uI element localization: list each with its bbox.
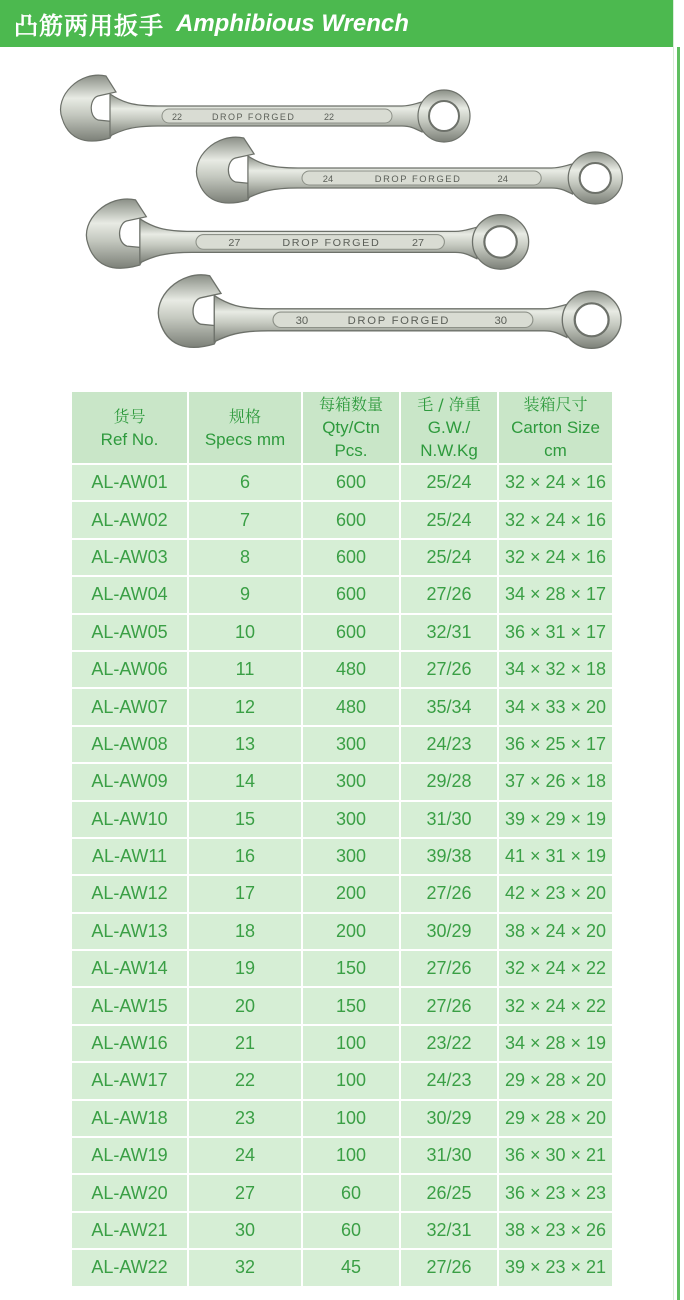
qty-cell: 480: [303, 652, 399, 687]
spec-cell: 19: [189, 951, 301, 986]
weight-cell: 24/23: [401, 727, 497, 762]
qty-cell: 600: [303, 465, 399, 500]
carton-cell: 37 × 26 × 18: [499, 764, 612, 799]
ref-cell: AL-AW09: [72, 764, 187, 799]
qty-cell: 600: [303, 540, 399, 575]
table-body: [72, 465, 612, 1286]
page-header: [0, 0, 674, 47]
ref-cell: AL-AW01: [72, 465, 187, 500]
wrench-24-size-left: 24: [322, 174, 334, 184]
carton-cell: 36 × 31 × 17: [499, 615, 612, 650]
ref-cell: AL-AW10: [72, 802, 187, 837]
weight-cell: 35/34: [401, 689, 497, 724]
wrench-27-marking: DROP FORGED: [282, 237, 381, 250]
table-row: [72, 1063, 612, 1098]
wrench-30-size-right: 30: [494, 315, 508, 328]
ref-cell: AL-AW03: [72, 540, 187, 575]
weight-cell: 27/26: [401, 577, 497, 612]
ref-cell: AL-AW20: [72, 1175, 187, 1210]
wrench-30-size-left: 30: [295, 315, 309, 328]
carton-cell: 34 × 28 × 19: [499, 1026, 612, 1061]
qty-cell: 60: [303, 1213, 399, 1248]
qty-cell: 100: [303, 1026, 399, 1061]
qty-cell: 100: [303, 1138, 399, 1173]
ref-cell: AL-AW06: [72, 652, 187, 687]
ref-cell: AL-AW13: [72, 914, 187, 949]
header-qty: 每箱数量 Qty/Ctn Pcs.: [303, 392, 399, 463]
wrench-27-size-left: 27: [228, 237, 241, 250]
table-row: [72, 764, 612, 799]
carton-cell: 36 × 30 × 21: [499, 1138, 612, 1173]
ref-cell: AL-AW18: [72, 1101, 187, 1136]
qty-cell: 150: [303, 988, 399, 1023]
weight-cell: 24/23: [401, 1063, 497, 1098]
table-row: [72, 802, 612, 837]
table-row: [72, 540, 612, 575]
ref-cell: AL-AW07: [72, 689, 187, 724]
table-row: [72, 1138, 612, 1173]
table-row: [72, 951, 612, 986]
table-row: [72, 839, 612, 874]
weight-cell: 27/26: [401, 876, 497, 911]
ref-cell: AL-AW14: [72, 951, 187, 986]
table-row: [72, 465, 612, 500]
spec-cell: 12: [189, 689, 301, 724]
wrench-27-size-right: 27: [412, 237, 425, 250]
weight-cell: 39/38: [401, 839, 497, 874]
weight-cell: 27/26: [401, 951, 497, 986]
weight-cell: 32/31: [401, 615, 497, 650]
carton-cell: 39 × 29 × 19: [499, 802, 612, 837]
table-row: [72, 876, 612, 911]
header-carton: 装箱尺寸 Carton Size cm: [499, 392, 612, 463]
spec-cell: 8: [189, 540, 301, 575]
ref-cell: AL-AW22: [72, 1250, 187, 1285]
spec-cell: 15: [189, 802, 301, 837]
table-row: [72, 615, 612, 650]
ref-cell: AL-AW15: [72, 988, 187, 1023]
spec-cell: 13: [189, 727, 301, 762]
qty-cell: 300: [303, 727, 399, 762]
wrench-24-size-right: 24: [497, 174, 508, 184]
table-row: [72, 1250, 612, 1285]
spec-cell: 24: [189, 1138, 301, 1173]
weight-cell: 25/24: [401, 540, 497, 575]
weight-cell: 31/30: [401, 1138, 497, 1173]
weight-cell: 25/24: [401, 465, 497, 500]
spec-cell: 17: [189, 876, 301, 911]
qty-cell: 300: [303, 802, 399, 837]
wrench-22-marking: DROP FORGED: [212, 112, 296, 122]
weight-cell: 27/26: [401, 1250, 497, 1285]
qty-cell: 300: [303, 839, 399, 874]
table-row: [72, 1101, 612, 1136]
wrench-27: [86, 199, 528, 269]
carton-cell: 34 × 32 × 18: [499, 652, 612, 687]
ref-cell: AL-AW11: [72, 839, 187, 874]
table-row: [72, 727, 612, 762]
spec-cell: 30: [189, 1213, 301, 1248]
qty-cell: 480: [303, 689, 399, 724]
qty-cell: 200: [303, 876, 399, 911]
spec-table: [70, 390, 614, 1288]
table-row: [72, 914, 612, 949]
wrench-22: [61, 75, 470, 142]
spec-cell: 18: [189, 914, 301, 949]
ref-cell: AL-AW05: [72, 615, 187, 650]
carton-cell: 32 × 24 × 16: [499, 540, 612, 575]
spec-cell: 14: [189, 764, 301, 799]
wrench-30: [158, 275, 621, 349]
header-ref: 货号 Ref No.: [72, 392, 187, 463]
carton-cell: 32 × 24 × 22: [499, 951, 612, 986]
weight-cell: 32/31: [401, 1213, 497, 1248]
ref-cell: AL-AW04: [72, 577, 187, 612]
spec-cell: 20: [189, 988, 301, 1023]
weight-cell: 30/29: [401, 914, 497, 949]
ref-cell: AL-AW19: [72, 1138, 187, 1173]
ref-cell: AL-AW21: [72, 1213, 187, 1248]
spec-cell: 9: [189, 577, 301, 612]
weight-cell: 25/24: [401, 502, 497, 537]
qty-cell: 200: [303, 914, 399, 949]
qty-cell: 100: [303, 1101, 399, 1136]
weight-cell: 23/22: [401, 1026, 497, 1061]
carton-cell: 29 × 28 × 20: [499, 1063, 612, 1098]
spec-cell: 7: [189, 502, 301, 537]
carton-cell: 32 × 24 × 22: [499, 988, 612, 1023]
table-row: [72, 1213, 612, 1248]
ref-cell: AL-AW08: [72, 727, 187, 762]
carton-cell: 36 × 23 × 23: [499, 1175, 612, 1210]
qty-cell: 60: [303, 1175, 399, 1210]
carton-cell: 36 × 25 × 17: [499, 727, 612, 762]
carton-cell: 39 × 23 × 21: [499, 1250, 612, 1285]
weight-cell: 26/25: [401, 1175, 497, 1210]
table-row: [72, 1175, 612, 1210]
spec-cell: 16: [189, 839, 301, 874]
weight-cell: 27/26: [401, 652, 497, 687]
qty-cell: 150: [303, 951, 399, 986]
table-row: [72, 502, 612, 537]
wrench-22-size-left: 22: [172, 112, 183, 122]
carton-cell: 32 × 24 × 16: [499, 465, 612, 500]
table-row: [72, 577, 612, 612]
table-row: [72, 988, 612, 1023]
qty-cell: 600: [303, 615, 399, 650]
title-english: Amphibious Wrench: [176, 9, 409, 37]
carton-cell: 38 × 24 × 20: [499, 914, 612, 949]
wrench-photo: [0, 60, 684, 380]
spec-cell: 27: [189, 1175, 301, 1210]
table-row: [72, 652, 612, 687]
table-row: [72, 689, 612, 724]
wrench-22-size-right: 22: [324, 112, 335, 122]
header-weight: 毛 / 净重 G.W./ N.W.Kg: [401, 392, 497, 463]
header-spec: 规格 Specs mm: [189, 392, 301, 463]
title-chinese: 凸筋两用扳手: [14, 12, 164, 40]
qty-cell: 600: [303, 577, 399, 612]
table-row: [72, 1026, 612, 1061]
wrench-24-marking: DROP FORGED: [374, 174, 462, 184]
ref-cell: AL-AW12: [72, 876, 187, 911]
ref-cell: AL-AW17: [72, 1063, 187, 1098]
ref-cell: AL-AW16: [72, 1026, 187, 1061]
carton-cell: 41 × 31 × 19: [499, 839, 612, 874]
qty-cell: 100: [303, 1063, 399, 1098]
qty-cell: 45: [303, 1250, 399, 1285]
qty-cell: 300: [303, 764, 399, 799]
carton-cell: 42 × 23 × 20: [499, 876, 612, 911]
qty-cell: 600: [303, 502, 399, 537]
spec-cell: 10: [189, 615, 301, 650]
weight-cell: 31/30: [401, 802, 497, 837]
carton-cell: 38 × 23 × 26: [499, 1213, 612, 1248]
carton-cell: 34 × 33 × 20: [499, 689, 612, 724]
spec-cell: 11: [189, 652, 301, 687]
weight-cell: 29/28: [401, 764, 497, 799]
spec-cell: 21: [189, 1026, 301, 1061]
wrench-24: [196, 137, 622, 204]
weight-cell: 30/29: [401, 1101, 497, 1136]
wrench-30-marking: DROP FORGED: [347, 315, 451, 328]
weight-cell: 27/26: [401, 988, 497, 1023]
table-header-row: [72, 392, 612, 463]
carton-cell: 34 × 28 × 17: [499, 577, 612, 612]
spec-cell: 22: [189, 1063, 301, 1098]
carton-cell: 29 × 28 × 20: [499, 1101, 612, 1136]
spec-cell: 32: [189, 1250, 301, 1285]
spec-cell: 23: [189, 1101, 301, 1136]
carton-cell: 32 × 24 × 16: [499, 502, 612, 537]
ref-cell: AL-AW02: [72, 502, 187, 537]
spec-cell: 6: [189, 465, 301, 500]
